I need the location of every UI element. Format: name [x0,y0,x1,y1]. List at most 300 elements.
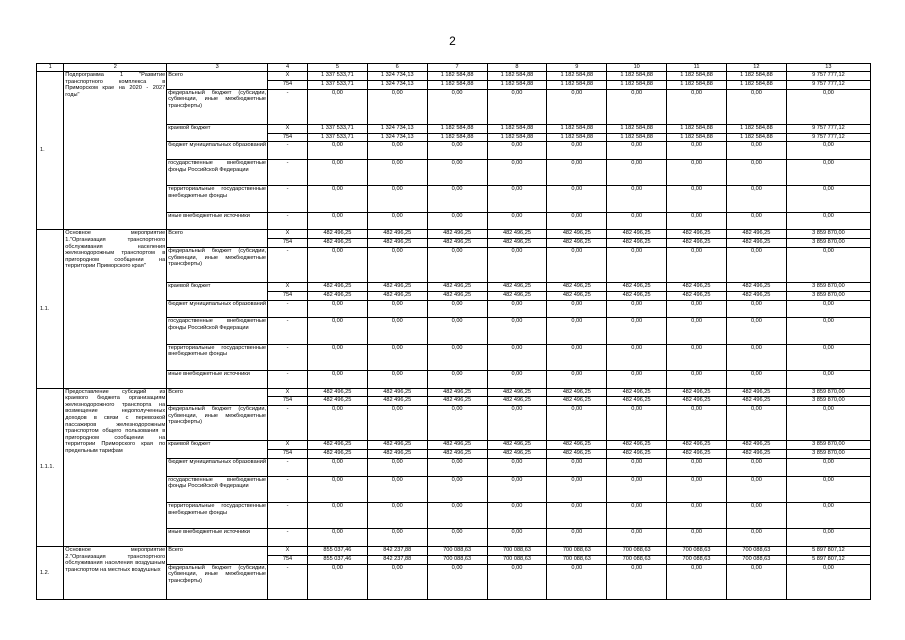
year-value: 482 496,25 [487,388,547,397]
year-value: 0,00 [726,371,786,389]
year-value: 0,00 [726,503,786,529]
year-value: 0,00 [547,247,607,282]
year-value: 855 037,46 [307,555,367,564]
year-value: 482 496,25 [307,283,367,292]
table-header-row [37,64,871,72]
funding-source: федеральный бюджет (субсидии, субвенции, иные межбюджетные трансферты) [167,406,268,441]
year-value: 0,00 [367,247,427,282]
header-cell: 10 [607,64,667,72]
year-value: 482 496,25 [607,397,667,406]
funding-source: бюджет муниципальных образований [167,300,268,318]
year-value: 482 496,25 [307,450,367,459]
year-value: 0,00 [726,406,786,441]
year-value: 0,00 [487,459,547,477]
year-value: 482 496,25 [607,441,667,450]
budget-code: 754 [268,80,308,89]
year-value: 482 496,25 [427,441,487,450]
year-value: 482 496,25 [427,450,487,459]
year-value: 1 182 584,88 [547,133,607,142]
year-value: 0,00 [307,371,367,389]
total-value: 9 757 777,12 [786,124,870,133]
year-value: 0,00 [607,564,667,599]
year-value: 1 182 584,88 [607,124,667,133]
header-cell: 11 [667,64,727,72]
budget-code: - [268,371,308,389]
year-value: 700 088,63 [726,547,786,556]
year-value: 482 496,25 [607,239,667,248]
year-value: 0,00 [427,344,487,370]
year-value: 0,00 [607,529,667,547]
year-value: 0,00 [367,89,427,124]
year-value: 0,00 [547,459,607,477]
year-value: 0,00 [607,406,667,441]
year-value: 482 496,25 [726,441,786,450]
year-value: 0,00 [367,459,427,477]
year-value: 700 088,63 [547,547,607,556]
total-value: 3 859 870,00 [786,291,870,300]
year-value: 482 496,25 [367,291,427,300]
table-row [37,388,871,397]
funding-source: Всего [167,230,268,248]
year-value: 482 496,25 [307,239,367,248]
header-cell: 9 [547,64,607,72]
year-value: 0,00 [547,89,607,124]
year-value: 482 496,25 [547,283,607,292]
year-value: 1 182 584,88 [547,72,607,81]
header-cell: 7 [427,64,487,72]
year-value: 0,00 [547,371,607,389]
year-value: 0,00 [487,476,547,502]
year-value: 482 496,25 [547,388,607,397]
budget-code: - [268,529,308,547]
year-value: 0,00 [547,564,607,599]
year-value: 1 182 584,88 [726,124,786,133]
total-value: 3 859 870,00 [786,397,870,406]
year-value: 1 182 584,88 [427,80,487,89]
year-value: 0,00 [607,344,667,370]
year-value: 1 182 584,88 [487,124,547,133]
funding-source: федеральный бюджет (субсидии, субвенции, иные межбюджетные трансферты) [167,89,268,124]
year-value: 0,00 [307,212,367,230]
year-value: 0,00 [487,300,547,318]
budget-code: X [268,441,308,450]
year-value: 0,00 [487,564,547,599]
budget-code: - [268,300,308,318]
year-value: 700 088,63 [607,547,667,556]
year-value: 0,00 [367,503,427,529]
year-value: 482 496,25 [667,230,727,239]
row-name: Основное мероприятие 1."Организация транспортного обслуживания населения железнодорожным транспортом в пригородном сообщении на территории Приморского края" [64,230,167,388]
year-value: 482 496,25 [547,239,607,248]
year-value: 0,00 [667,529,727,547]
year-value: 0,00 [607,89,667,124]
year-value: 482 496,25 [487,239,547,248]
year-value: 482 496,25 [607,450,667,459]
year-value: 482 496,25 [427,397,487,406]
year-value: 0,00 [726,212,786,230]
year-value: 482 496,25 [487,230,547,239]
total-value: 3 859 870,00 [786,283,870,292]
year-value: 482 496,25 [427,230,487,239]
header-cell: 12 [726,64,786,72]
funding-source: иные внебюджетные источники [167,371,268,389]
year-value: 0,00 [547,300,607,318]
year-value: 0,00 [427,476,487,502]
year-value: 482 496,25 [726,283,786,292]
year-value: 0,00 [726,476,786,502]
row-name: Подпрограмма 1 "Развитие транспортного комплекса в Приморском крае на 2020 - 2027 годы" [64,72,167,230]
year-value: 0,00 [547,476,607,502]
year-value: 482 496,25 [487,283,547,292]
year-value: 0,00 [607,142,667,160]
year-value: 482 496,25 [367,283,427,292]
year-value: 0,00 [547,318,607,344]
year-value: 1 324 734,13 [367,80,427,89]
total-value: 0,00 [786,344,870,370]
budget-code: 754 [268,291,308,300]
header-cell: 1 [37,64,64,72]
year-value: 482 496,25 [367,239,427,248]
budget-code: - [268,318,308,344]
year-value: 0,00 [667,344,727,370]
year-value: 0,00 [667,159,727,185]
year-value: 482 496,25 [667,283,727,292]
total-value: 0,00 [786,406,870,441]
year-value: 0,00 [726,529,786,547]
funding-source: иные внебюджетные источники [167,212,268,230]
budget-code: - [268,406,308,441]
year-value: 482 496,25 [547,441,607,450]
table-row [37,230,871,239]
funding-source: государственные внебюджетные фонды Российской Федерации [167,318,268,344]
year-value: 0,00 [667,89,727,124]
year-value: 0,00 [367,142,427,160]
year-value: 482 496,25 [607,388,667,397]
year-value: 0,00 [487,212,547,230]
year-value: 0,00 [307,186,367,212]
year-value: 1 182 584,88 [667,72,727,81]
total-value: 9 757 777,12 [786,133,870,142]
year-value: 0,00 [307,503,367,529]
year-value: 0,00 [307,344,367,370]
funding-source: федеральный бюджет (субсидии, субвенции, иные межбюджетные трансферты) [167,247,268,282]
year-value: 1 182 584,88 [547,80,607,89]
budget-code: - [268,247,308,282]
year-value: 700 088,63 [487,547,547,556]
year-value: 0,00 [667,186,727,212]
funding-source: территориальные государственные внебюджетные фонды [167,344,268,370]
year-value: 482 496,25 [307,230,367,239]
year-value: 1 182 584,88 [487,72,547,81]
year-value: 482 496,25 [667,450,727,459]
year-value: 0,00 [547,186,607,212]
year-value: 1 182 584,88 [607,72,667,81]
table-row [37,72,871,81]
year-value: 1 182 584,88 [726,80,786,89]
year-value: 0,00 [427,318,487,344]
year-value: 0,00 [307,159,367,185]
year-value: 0,00 [427,406,487,441]
year-value: 482 496,25 [367,388,427,397]
year-value: 0,00 [307,564,367,599]
year-value: 0,00 [726,564,786,599]
budget-code: 754 [268,133,308,142]
year-value: 0,00 [367,300,427,318]
funding-source: государственные внебюджетные фонды Российской Федерации [167,476,268,502]
year-value: 700 088,63 [607,555,667,564]
year-value: 842 237,88 [367,555,427,564]
total-value: 0,00 [786,300,870,318]
row-code: 1. [37,72,64,230]
year-value: 482 496,25 [607,230,667,239]
year-value: 0,00 [487,344,547,370]
total-value: 0,00 [786,212,870,230]
year-value: 482 496,25 [367,441,427,450]
total-value: 0,00 [786,159,870,185]
year-value: 0,00 [307,406,367,441]
total-value: 0,00 [786,371,870,389]
year-value: 0,00 [427,247,487,282]
year-value: 0,00 [487,89,547,124]
total-value: 0,00 [786,476,870,502]
funding-source: государственные внебюджетные фонды Российской Федерации [167,159,268,185]
page-number: 2 [449,34,456,48]
budget-code: - [268,476,308,502]
budget-table [36,63,871,600]
budget-code: X [268,283,308,292]
year-value: 700 088,63 [427,555,487,564]
year-value: 482 496,25 [667,388,727,397]
total-value: 0,00 [786,529,870,547]
budget-code: X [268,388,308,397]
year-value: 700 088,63 [547,555,607,564]
year-value: 1 182 584,88 [487,80,547,89]
year-value: 1 182 584,88 [487,133,547,142]
year-value: 0,00 [667,212,727,230]
year-value: 1 182 584,88 [726,72,786,81]
budget-code: - [268,186,308,212]
budget-code: X [268,547,308,556]
year-value: 0,00 [607,318,667,344]
year-value: 482 496,25 [427,291,487,300]
funding-source: краевой бюджет [167,283,268,301]
year-value: 0,00 [667,564,727,599]
year-value: 1 182 584,88 [427,133,487,142]
year-value: 482 496,25 [726,397,786,406]
year-value: 1 182 584,88 [726,133,786,142]
year-value: 1 324 734,13 [367,124,427,133]
year-value: 482 496,25 [667,239,727,248]
year-value: 0,00 [427,212,487,230]
year-value: 0,00 [547,142,607,160]
budget-code: - [268,564,308,599]
year-value: 482 496,25 [307,397,367,406]
year-value: 1 182 584,88 [667,124,727,133]
year-value: 0,00 [547,344,607,370]
year-value: 0,00 [427,159,487,185]
year-value: 0,00 [487,159,547,185]
year-value: 0,00 [427,371,487,389]
year-value: 1 337 533,71 [307,133,367,142]
year-value: 482 496,25 [307,388,367,397]
year-value: 0,00 [307,476,367,502]
year-value: 0,00 [667,247,727,282]
total-value: 0,00 [786,89,870,124]
year-value: 1 182 584,88 [607,80,667,89]
year-value: 1 182 584,88 [607,133,667,142]
total-value: 9 757 777,12 [786,72,870,81]
year-value: 700 088,63 [487,555,547,564]
year-value: 0,00 [367,186,427,212]
year-value: 0,00 [487,142,547,160]
funding-source: Всего [167,72,268,90]
budget-code: - [268,212,308,230]
year-value: 1 324 734,13 [367,133,427,142]
table-row [37,547,871,556]
funding-source: иные внебюджетные источники [167,529,268,547]
year-value: 482 496,25 [367,230,427,239]
year-value: 0,00 [427,529,487,547]
year-value: 0,00 [367,564,427,599]
year-value: 482 496,25 [487,441,547,450]
year-value: 0,00 [487,529,547,547]
year-value: 482 496,25 [487,450,547,459]
year-value: 700 088,63 [667,547,727,556]
budget-code: 754 [268,450,308,459]
year-value: 0,00 [307,300,367,318]
total-value: 5 897 807,12 [786,547,870,556]
year-value: 0,00 [427,89,487,124]
year-value: 0,00 [607,300,667,318]
total-value: 3 859 870,00 [786,230,870,239]
year-value: 482 496,25 [547,291,607,300]
budget-code: X [268,124,308,133]
year-value: 0,00 [607,186,667,212]
year-value: 0,00 [427,564,487,599]
year-value: 482 496,25 [607,283,667,292]
year-value: 0,00 [607,459,667,477]
row-name: Предоставление субсидий из краевого бюджета организациям железнодорожного транспорта на возмещение недополученных доходов в связи с перевозкой пассажиров железнодорожным транспортом общего пользования в пригородном сообщении на территории Приморского края по предельным тарифам [64,388,167,546]
year-value: 0,00 [307,247,367,282]
total-value: 9 757 777,12 [786,80,870,89]
year-value: 482 496,25 [726,450,786,459]
budget-code: - [268,459,308,477]
year-value: 482 496,25 [547,397,607,406]
row-code: 1.1. [37,230,64,388]
year-value: 0,00 [547,159,607,185]
year-value: 1 182 584,88 [427,124,487,133]
year-value: 482 496,25 [547,450,607,459]
total-value: 0,00 [786,318,870,344]
total-value: 0,00 [786,247,870,282]
total-value: 3 859 870,00 [786,441,870,450]
total-value: 3 859 870,00 [786,239,870,248]
year-value: 0,00 [487,186,547,212]
year-value: 1 337 533,71 [307,72,367,81]
total-value: 0,00 [786,459,870,477]
year-value: 0,00 [487,318,547,344]
year-value: 0,00 [307,142,367,160]
year-value: 0,00 [547,503,607,529]
year-value: 1 324 734,13 [367,72,427,81]
year-value: 700 088,63 [427,547,487,556]
year-value: 482 496,25 [667,397,727,406]
budget-code: 754 [268,555,308,564]
year-value: 1 337 533,71 [307,124,367,133]
year-value: 0,00 [607,371,667,389]
header-cell: 8 [487,64,547,72]
year-value: 0,00 [667,371,727,389]
funding-source: бюджет муниципальных образований [167,142,268,160]
year-value: 1 182 584,88 [427,72,487,81]
header-cell: 6 [367,64,427,72]
year-value: 1 337 533,71 [307,80,367,89]
funding-source: территориальные государственные внебюджетные фонды [167,503,268,529]
year-value: 482 496,25 [487,291,547,300]
year-value: 482 496,25 [726,388,786,397]
year-value: 0,00 [667,406,727,441]
year-value: 0,00 [367,318,427,344]
year-value: 0,00 [726,159,786,185]
header-cell: 5 [307,64,367,72]
year-value: 482 496,25 [367,450,427,459]
year-value: 0,00 [367,212,427,230]
year-value: 0,00 [367,476,427,502]
header-cell: 3 [167,64,268,72]
year-value: 482 496,25 [307,291,367,300]
year-value: 482 496,25 [547,230,607,239]
year-value: 0,00 [487,406,547,441]
year-value: 700 088,63 [667,555,727,564]
budget-code: 754 [268,397,308,406]
year-value: 0,00 [607,503,667,529]
year-value: 482 496,25 [307,441,367,450]
year-value: 482 496,25 [667,291,727,300]
total-value: 3 859 870,00 [786,450,870,459]
year-value: 0,00 [367,529,427,547]
year-value: 482 496,25 [427,388,487,397]
total-value: 0,00 [786,186,870,212]
year-value: 0,00 [726,344,786,370]
year-value: 482 496,25 [667,441,727,450]
year-value: 0,00 [367,159,427,185]
year-value: 0,00 [307,318,367,344]
year-value: 0,00 [667,459,727,477]
funding-source: краевой бюджет [167,124,268,142]
year-value: 1 182 584,88 [547,124,607,133]
year-value: 0,00 [726,247,786,282]
funding-source: Всего [167,547,268,565]
row-code: 1.1.1. [37,388,64,546]
year-value: 0,00 [427,459,487,477]
header-cell: 13 [786,64,870,72]
budget-code: - [268,142,308,160]
year-value: 482 496,25 [367,397,427,406]
total-value: 0,00 [786,142,870,160]
total-value: 5 897 807,12 [786,555,870,564]
year-value: 0,00 [726,318,786,344]
year-value: 0,00 [487,247,547,282]
funding-source: территориальные государственные внебюджетные фонды [167,186,268,212]
year-value: 0,00 [487,503,547,529]
budget-code: 754 [268,239,308,248]
funding-source: федеральный бюджет (субсидии, субвенции, иные межбюджетные трансферты) [167,564,268,599]
budget-code: X [268,230,308,239]
year-value: 482 496,25 [726,291,786,300]
year-value: 482 496,25 [487,397,547,406]
year-value: 700 088,63 [726,555,786,564]
year-value: 0,00 [726,142,786,160]
